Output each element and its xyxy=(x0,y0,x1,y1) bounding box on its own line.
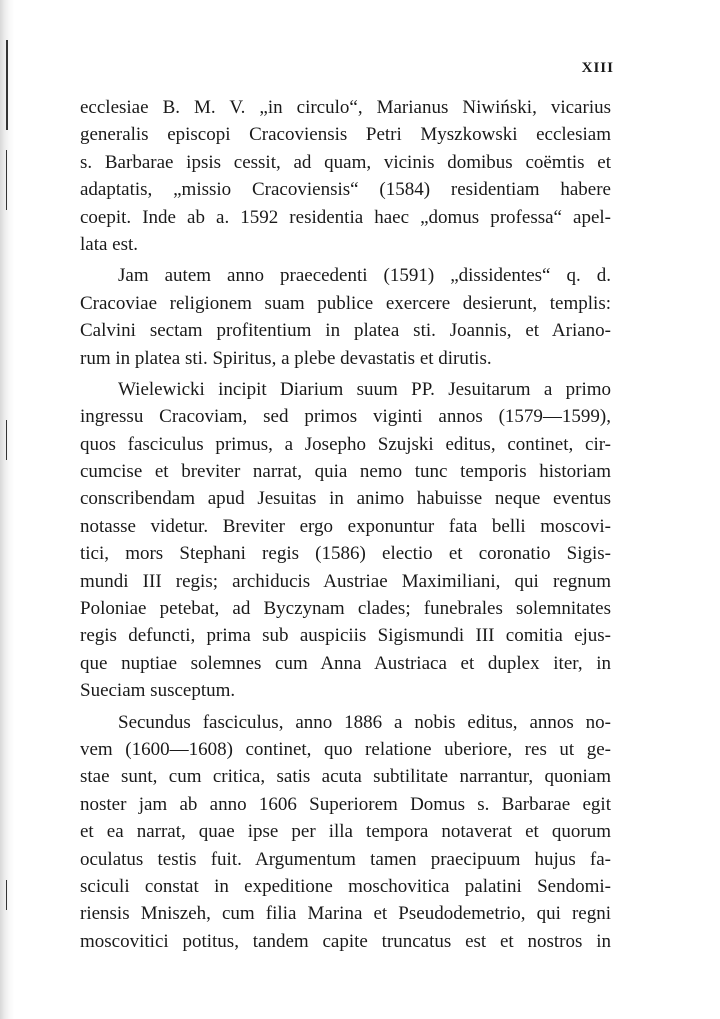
text-line: mundi III regis; archiducis Austriae Maximiliani, qui regnum xyxy=(80,570,611,592)
binding-edge-mark xyxy=(6,420,7,460)
text-line: ecclesiae B. M. V. „in circulo“, Marianus Niwiński, vicarius xyxy=(80,97,611,118)
text-line: Poloniae petebat, ad Byczynam clades; funebrales solemnitates xyxy=(80,598,611,620)
text-line: regis defuncti, prima sub auspiciis Sigismundi III comitia ejus- xyxy=(80,625,611,647)
text-line: sciculi constat in expeditione moschovitica palatini Sendomi- xyxy=(80,875,611,897)
paragraph xyxy=(80,376,611,705)
binding-edge-mark xyxy=(6,40,8,130)
paragraph xyxy=(80,262,611,372)
page-gutter-shadow xyxy=(0,0,14,1019)
text-line: Sueciam susceptum. xyxy=(80,680,236,702)
text-line: que nuptiae solemnes cum Anna Austriaca et duplex iter, in xyxy=(80,652,611,674)
text-line: Jam autem anno praecedenti (1591) „dissidentes“ q. d. xyxy=(118,265,611,287)
text-line: adaptatis, „missio Cracoviensis“ (1584) residentiam habere xyxy=(80,179,611,201)
text-line: notasse videtur. Breviter ergo exponuntur fata belli moscovi- xyxy=(80,515,611,537)
text-line: tici, mors Stephani regis (1586) electio et coronatio Sigis- xyxy=(80,543,611,565)
binding-edge-mark xyxy=(6,880,7,910)
text-line: Wielewicki incipit Diarium suum PP. Jesuitarum a primo xyxy=(118,378,611,400)
text-line: oculatus testis fuit. Argumentum tamen praecipuum hujus fa- xyxy=(80,848,611,870)
paragraph xyxy=(80,94,611,258)
text-line: vem (1600—1608) continet, quo relatione uberiore, res ut ge- xyxy=(80,738,611,760)
text-line: riensis Mniszeh, cum filia Marina et Pseudodemetrio, qui regni xyxy=(80,903,611,925)
text-line: coepit. Inde ab a. 1592 residentia haec „domus professa“ apel- xyxy=(80,206,611,228)
text-line: ingressu Cracoviam, sed primos viginti annos (1579—1599), xyxy=(80,406,611,428)
text-line: rum in platea sti. Spiritus, a plebe devastatis et dirutis. xyxy=(80,347,492,369)
text-line: et ea narrat, quae ipse per illa tempora notaverat et quorum xyxy=(80,821,611,843)
text-line: cumcise et breviter narrat, quia nemo tunc temporis historiam xyxy=(80,461,611,483)
text-line: noster jam ab anno 1606 Superiorem Domus s. Barbarae egit xyxy=(80,793,611,815)
text-line: Calvini sectam profitentium in platea sti. Joannis, et Ariano- xyxy=(80,320,611,342)
paragraph xyxy=(80,709,611,956)
text-line: conscribendam apud Jesuitas in animo habuisse neque eventus xyxy=(80,488,611,510)
text-line: moscovitici potitus, tandem capite truncatus est et nostros in xyxy=(80,930,611,952)
binding-edge-mark xyxy=(6,150,7,210)
text-line: quos fasciculus primus, a Josepho Szujski editus, continet, cir- xyxy=(80,433,611,455)
text-line: Secundus fasciculus, anno 1886 a nobis editus, annos no- xyxy=(118,711,611,733)
page-number: XIII xyxy=(581,60,614,76)
text-line: Cracoviae religionem suam publice exercere desierunt, templis: xyxy=(80,292,611,314)
text-line: generalis episcopi Cracoviensis Petri Myszkowski ecclesiam xyxy=(80,124,611,146)
text-line: s. Barbarae ipsis cessit, ad quam, vicinis domibus coëmtis et xyxy=(80,151,611,173)
text-line: lata est. xyxy=(80,233,139,255)
text-line: stae sunt, cum critica, satis acuta subtilitate narrantur, quoniam xyxy=(80,766,611,788)
body-text xyxy=(80,94,611,955)
